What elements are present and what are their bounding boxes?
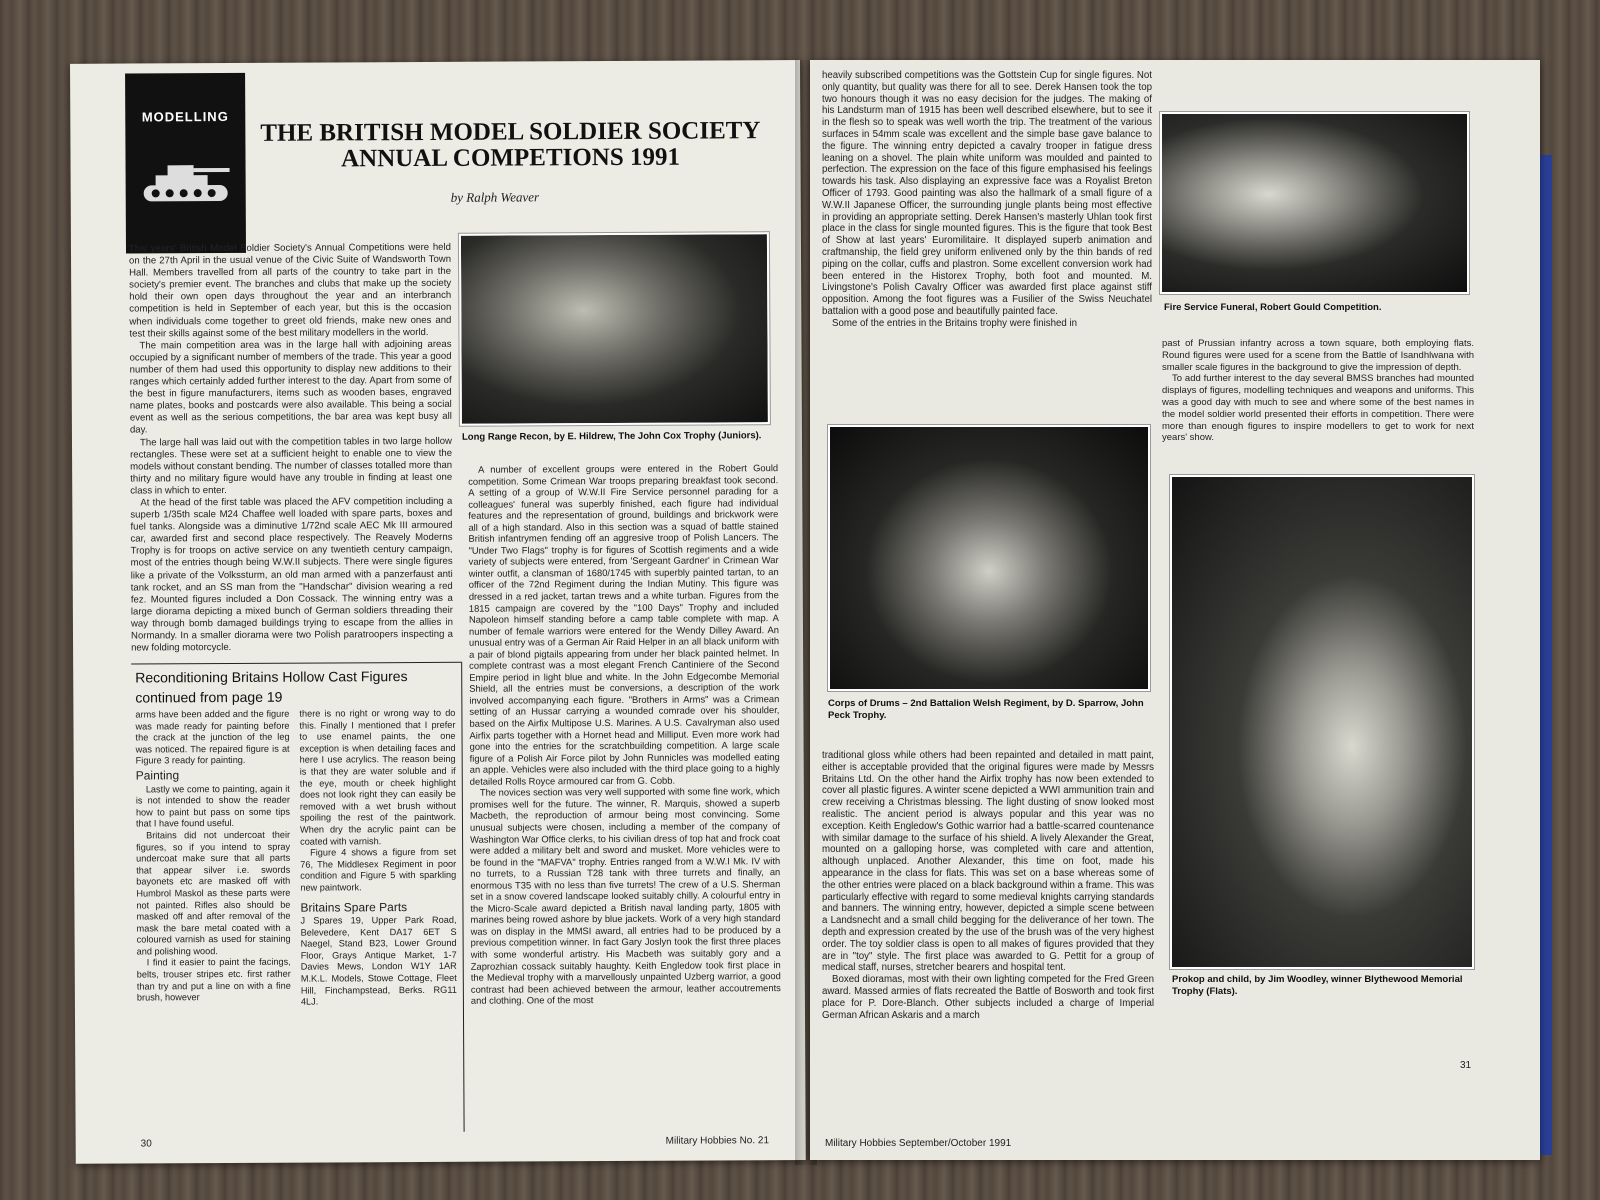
box-rule: [131, 662, 461, 665]
photo-fire-service-funeral: [1160, 112, 1469, 294]
main-column-2: [468, 462, 781, 1006]
paragraph: A number of excellent groups were entered in the Robert Gould competition. Some Crimean War troops preparing breakfast took second. A setting of a group of W.W.II Fire Service personnel parading for a colleagues' funeral was superbly finished, each figure had individual features and the representation of ground, buildings and brickwork were all of a high standard. Also in this section was a squad of battle stained British infantrymen fending off an aggresive troop of Polish Lancers. The "Under Two Flags" trophy is for figures of Scottish regiments and a wide variety of subjects were entered, from 'Sergeant Gardner' in Crimean War winter outfit, a clansman of 1680/1745 with superbly painted tartan, to an officer of the 72nd Regiment during the Indian Mutiny. This figure was dressed in a red jacket, tartan trews and a white turban. Figures from the 1815 campaign are covered by the "100 Days" Trophy and included Napoleon himself standing before a camp table complete with map. A number of female warriors were entered for the Wendy Dilley Award. An unusual entry was of a German Air Raid Helper in an all black uniform with a pair of blond pigtails appearing from under her black painted helmet. In complete contrast was a most elegant French Cantiniere of the Second Empire period in light blue and white. In the John Edgecombe Memorial Shield, all the entries must be conversions, a description of the work involved accompanying each figure. "Brothers in Arms" was a Crimean setting of an Hussar carrying a wounded comrade over his shoulder, based on the Airfix Multipose U.S. Marines. A U.S. Cavalryman also used Airfix parts together with a Hornet head and Milliput. Even more work had gone into the entries for the scratchbuilding competition. A large scale figure of a Polish Air Force pilot by John Runnicles was modelled eating an apple. Vehicles were also included with the third place going to a highly detailed Rolls Royce armoured car from G. Cobb.: [468, 462, 780, 787]
left-page: [70, 60, 806, 1164]
cover-edge: [1538, 155, 1552, 1155]
right-column-1-top: [822, 70, 1152, 330]
paragraph: Boxed dioramas, most with their own lighting competed for the Fred Green award. Massed armies of flats recreated the Battle of Bosworth and took first place for P. Dore-Blanch. Other subjects included a charge of Imperial German African Askaris and a march: [822, 974, 1154, 1021]
photo-caption: Prokop and child, by Jim Woodley, winner Blythewood Memorial Trophy (Flats).: [1172, 974, 1463, 997]
photo-long-range-recon: [459, 232, 770, 426]
paragraph: The novices section was very well supported with some fine work, which promises well for the future. The winner, R. Marquis, showed a superb Macbeth, the reproduction of armour being most convincing. Some unusual subjects were chosen, including a member of the company of Washington War Office clerks, to his civilian dress of top hat and frock coat were added a military belt and sword and musket. More vehicles were to be found in the "MAFVA" trophy. Entries ranged from a W.W.I Mk. IV with no turrets, to a Russian T28 tank with three turrets and finally, an enormous T35 with no less than five turrets! The crew of a U.S. Sherman set in a snow covered landscape looked suitably chilly. A colourful entry in the Micro-Scale award depicted a British naval landing party, 1805 with marines being rowed ashore by blue jackets. Work of a very high standard was on display in the MMSI award, all entries had to be produced by a previous competition winner. In fact Gary Joslyn took the first three places with some wonderful artistry. His Macbeth was suitably gory and a Zaprozhian cossack suitably haughty. Keith Engledow took first place in the Medieval trophy with a marvellously unpainted Uzberg warrior, a good contrast had been achieved between the armour, leather accoutrements and clothing. One of the most: [469, 785, 781, 1006]
page-footer: Military Hobbies September/October 1991: [825, 1138, 1012, 1149]
paragraph: The large hall was laid out with the competition tables in two large hollow rectangles. These were set at a sufficient height to enable one to view the models without constant bending. The number of classes totalled more than thirty and no military figure would have any trouble in finding at least one class in which to enter.: [130, 435, 453, 497]
page-number: 31: [1460, 1060, 1472, 1071]
page-number: 30: [140, 1138, 152, 1150]
page-footer: Military Hobbies No. 21: [665, 1135, 770, 1147]
right-column-2: [1162, 338, 1474, 444]
right-page: [810, 60, 1540, 1160]
paragraph: arms have been added and the figure was made ready for painting before the crack at the junction of the leg was noticed. The repaired figure is at Figure 3 ready for painting.: [135, 708, 290, 766]
article-title: THE BRITISH MODEL SOLDIER SOCIETY ANNUAL COMPETIONS 1991: [260, 117, 761, 173]
section-tab: [125, 73, 246, 254]
box-column-2: [299, 708, 457, 1009]
box-subtitle: continued from page 19: [135, 688, 283, 706]
spares-text: J Spares 19, Upper Park Road, Belevedere, Kent DA17 6ET S Naegel, Stand B23, Lower Ground Floor, Grays Antique Market, 1-7 Davies Mews, London W1Y 1AR M.K.L. Models, Stowe Cottage, Fleet Hill, Finchampstead, Berks. RG11 4LJ.: [300, 914, 457, 1007]
paragraph: heavily subscribed competitions was the Gottstein Cup for single figures. Not only quantity, but quality was there for all to see. Derek Hansen took the top two honours though it was no easy decision for the judges. The making of his Landsturm man of 1915 has been well described elsewhere, but to see it in the flesh so to speak was well worth the trip. The treatment of the various surfaces in 54mm scale was excellent and the simple base gave balance to the figure. The winning entry depicted a cavalry trooper in fatigue dress leaning on a shovel. The plain white uniform was moulded and painted to perfection. The expression on the face of this figure emphasised his feelings towards his task. Also displaying an expressive face was a Royalist Breton Officer of 1793. Good painting was also the hallmark of a small figure of a W.W.II Japanese Officer, the surrounding jungle plants being most effective in providing an appropriate setting. Derek Hansen's masterly Uhlan took first place in the class for single mounted figures. This is the figure that took Best of Show at last years' Euromilitaire. It displayed superb animation and craftmanship, the field grey uniform enlivened only by the thin bands of red piping on the collar, cuffs and plastron. Some excellent conversion work had been entered in the Historex Trophy, both foot and mounted. M. Livingstone's Polish Cavalry Officer was awarded first place against stiff opposition. Among the foot figures was a Fusilier of the Swiss Neuchatel battalion with a good pose and beautifully painted face.: [822, 70, 1152, 317]
paragraph: At the head of the first table was placed the AFV competition including a superb 1/35th scale M24 Chaffee well loaded with spare parts, boxes and fuel tanks. Alongside was a diminutive 1/72nd scale AEC Mk III armoured car, awarded first and second place respectively. The Reavely Moderns Trophy is for troops on active service on any twentieth century campaign, most of the entries though being W.W.II subjects. There were single figures like a private of the Volkssturm, an old man armed with a panzerfaust anti tank rocket, and an SS man from the "Handschar" division wearing a red fez. Mounted figures included a Don Cossack. The winning entry was a large diorama depicting a mixed bunch of German soldiers threading their way through bomb damaged buildings trying to escape from the allies in Normandy. In a smaller diorama were two Polish paratroopers inspecting a new folding motorcycle.: [130, 495, 454, 654]
section-tab-label: MODELLING: [141, 108, 229, 125]
magazine-spread: [70, 60, 1560, 1170]
paragraph: I find it easier to paint the facings, belts, trouser stripes etc. first rather than try and put a line on with a fine brush, however: [136, 957, 291, 1003]
paragraph: Lastly we come to painting, again it is not intended to show the reader how to paint but pass on some tips that I have found useful.: [135, 783, 290, 829]
photo-caption: Fire Service Funeral, Robert Gould Competition.: [1164, 302, 1382, 313]
intro-column: [129, 242, 453, 655]
paragraph: The main competition area was in the large hall with adjoining areas occupied by a significant number of members of the trade. This year a good number of them had used this opportunity to display new additions to their ranges which certainly added further interest to the day. Apart from some of the best in figure manufacturers, items such as wooden bases, engraved name plates, books and postcards were also available. This being a social event as well as the serious competitions, the bar area was kept busy all day.: [129, 338, 452, 436]
right-column-1-bottom: [822, 750, 1154, 1021]
photo-caption: Corps of Drums – 2nd Battalion Welsh Regiment, by D. Sparrow, John Peck Trophy.: [828, 698, 1144, 721]
paragraph: traditional gloss while others had been repainted and detailed in matt paint, either is acceptable provided that the original figures were made by Messrs Britains Ltd. On the other hand the Airfix trophy has now been extended to cover all plastic figures. A winter scene depicted a WWI ammunition train and crew receiving a Christmas blessing. The light dusting of snow looked most realistic. The ancient period is always popular and this year was no exception. Keith Engledow's Gothic warrior had a battle-scarred countenance with similar damage to the surface of his shield. A lively Alexander the Great, mounted on a galloping horse, was completed with care and attention, although unplaced. Another Alexander, this time on foot, made his appearance in the class for flats. This was set on a base whereas some of the other entries were placed on a black background within a frame. This was particularly effective with regard to some medieval knights carrying standards and banners. The winning entry, however, depicted a simple scene between a Landsnecht and a small child begging for the deliverance of her town. The depth and expression created by the use of the brush was of the very highest order. The toy soldier class is open to all makes of figures provided that they are in "toy" style. The first place was awarded to G. Pettit for a group of medical staff, nurses, stretcher bearers and hospital tent.: [822, 750, 1154, 974]
spares-heading: Britains Spare Parts: [300, 899, 408, 915]
box-title: Reconditioning Britains Hollow Cast Figures: [135, 668, 408, 686]
paragraph: past of Prussian infantry across a town square, both employing flats. Round figures were used for a scene from the Battle of Isandhlwana with smaller scale figures in the background to give the impression of depth.: [1162, 338, 1474, 373]
box-column-1: [135, 709, 291, 1005]
paragraph: there is no right or wrong way to do this. Finally I mentioned that I prefer to use enamel paints, the one exception is when detailing faces and here I use acrylics. The reason being is that they are water soluble and if the eye, mouth or cheek highlight does not look right they can easily be removed with a wet brush without spoiling the rest of the paintwork. When dry the acrylic paint can be coated with varnish.: [299, 707, 457, 847]
photo-prokop-and-child: [1170, 475, 1474, 969]
photo-corps-of-drums: [828, 425, 1150, 691]
tank-icon: [135, 153, 235, 214]
box-rule: [461, 662, 464, 1132]
paragraph: This years' British Model Soldier Society's Annual Competitions were held on the 27th April in the usual venue of the Civic Suite of Wandsworth Town Hall. Members travelled from all parts of the country to take part in the society's premier event. The branches and clubs that make up the society hold their own open days throughout the year and an interbranch competition is held in September of each year, but this is the occasion when individuals come together to greet old friends, make new ones and test their skills against some of the best military modellers in the world.: [128, 241, 452, 340]
paragraph: To add further interest to the day several BMSS branches had mounted displays of figures, modelling techniques and weapons and uniforms. This was a good day with much to see and where some of the best names in the model soldier world presented their efforts in competition. There were more than enough figures to inspire modellers to get to work for next years' show.: [1162, 373, 1474, 444]
paragraph: Figure 4 shows a figure from set 76, The Middlesex Regiment in poor condition and Figure 5 with sparkling new paintwork.: [300, 846, 457, 893]
paragraph: Britains did not undercoat their figures, so if you intend to spray undercoat make sure that all parts that appear silver i.e. swords bayonets etc are masked off with Humbrol Maskol as these parts were not painted. Rifles also should be masked off and after removal of the mask the bare metal coated with a coloured varnish as used for staining and polishing wood.: [136, 829, 291, 957]
photo-caption: Long Range Recon, by E. Hildrew, The John Cox Trophy (Juniors).: [461, 430, 762, 443]
byline: by Ralph Weaver: [450, 189, 540, 205]
painting-heading: Painting: [135, 768, 180, 783]
paragraph: Some of the entries in the Britains trophy were finished in: [832, 317, 1078, 329]
